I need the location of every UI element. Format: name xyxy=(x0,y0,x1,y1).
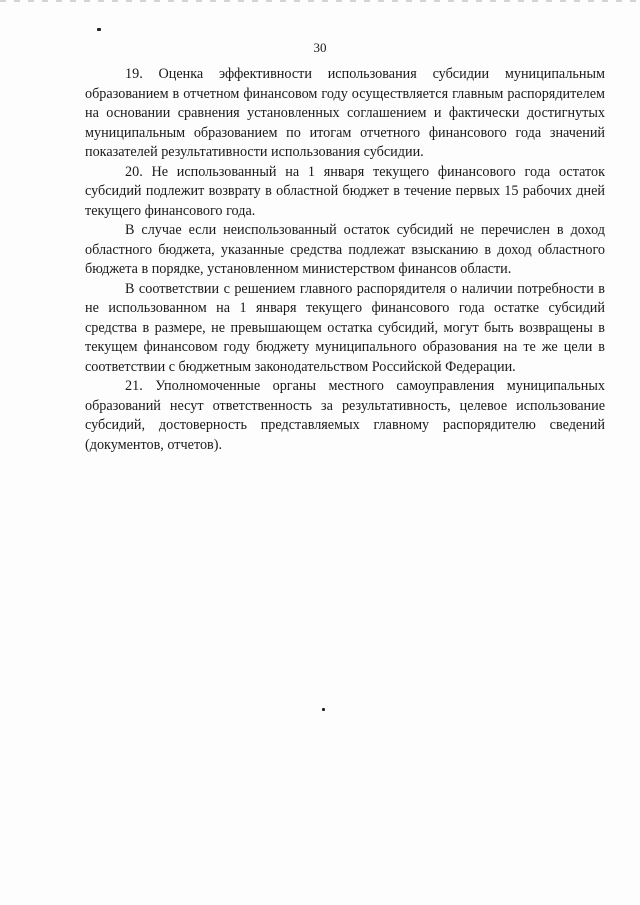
paragraph-20-unpaid-balance: В случае если неиспользованный остаток субсидий не перечислен в доход областного бюджета, указанные средства подлежат взысканию в доход областного бюджета в порядке, установленном министерством финансов области. xyxy=(85,222,605,277)
paragraph-19: 19. Оценка эффективности использования субсидии муниципальным образованием в отчетном финансовом году осуществляется главным распорядителем на основании сравнения установленных соглашением и фактически достигнутых муниципальным образованием по итогам отчетного финансового года значений показателей результативности использования субсидии. xyxy=(85,66,605,160)
paragraph-20-return-decision: В соответствии с решением главного распорядителя о наличии потребности в не использованном на 1 января текущего финансового года остатке субсидий средства в размере, не превышающем остатка субсидий, могут быть возвращены в текущем финансовом году бюджету муниципального образования на те же цели в соответствии с бюджетным законодательством Российской Федерации. xyxy=(85,280,605,375)
page-number: 30 xyxy=(313,40,327,55)
document-body xyxy=(85,65,605,455)
paragraph-21: 21. Уполномоченные органы местного самоуправления муниципальных образований несут ответственность за результативность, целевое использование субсидий, достоверность представляемых главному распорядителю сведений (документов, отчетов). xyxy=(85,378,605,453)
paragraph-20: 20. Не использованный на 1 января текущего финансового года остаток субсидий подлежит возврату в областной бюджет в течение первых 15 рабочих дней текущего финансового года. xyxy=(85,163,605,219)
scan-speck xyxy=(322,708,325,711)
scan-speck xyxy=(97,28,101,31)
scan-edge-artifact xyxy=(0,0,640,2)
